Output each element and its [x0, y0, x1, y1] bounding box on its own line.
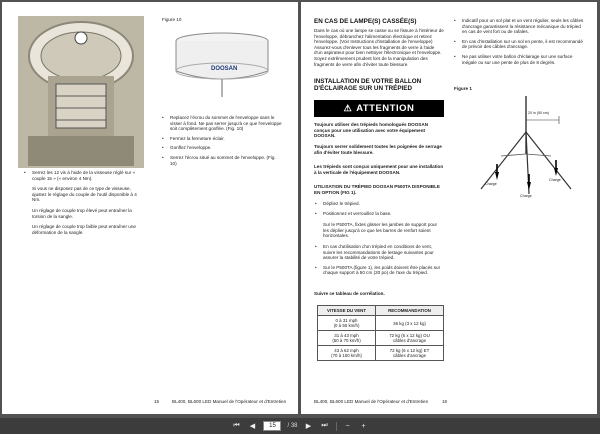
subheading-p500ta: UTILISATION DU TRÉPIED DOOSAN P500TA DISPONIBLE EN OPTION (FIG 1).	[314, 184, 440, 195]
tripod-steps-list	[323, 201, 444, 220]
list-item: • En cas d'utilisation d'un trépied en conditions de vent, suivre les recommandations de lestage suivantes pour assurer la stabilité de votre trépied.	[323, 244, 444, 261]
left-col1-para: Si vous ne disposez pas de ce type de visseuse, ajustez le réglage du couple de l'outil disponible à 4 Nm.	[32, 186, 137, 203]
list-item: • Ne pas utiliser votre ballon d'éclairage sur une surface inégale ou sur une pente de plus de 8 degrés.	[462, 54, 584, 65]
viewer-toolbar	[0, 418, 600, 434]
table-cell: 72 kg (6 x 12 kg) OU câbles d'ancrage	[376, 331, 444, 346]
arrow-left-icon: ◀	[249, 423, 256, 430]
zoom-in-button[interactable]	[359, 421, 369, 431]
figure1-label: Figure 1	[454, 86, 472, 91]
warning-text-1: Toujours utiliser des trépieds homologués DOOSAN conçus pour une utilisation avec votre équipement DOOSAN.	[314, 122, 429, 139]
charge-label: Charge	[520, 194, 532, 198]
envelope-figure	[167, 27, 277, 99]
table-cell: 43 à 62 mph (70 à 100 km/h)	[318, 346, 376, 361]
previous-page-button[interactable]	[247, 421, 257, 431]
list-item: • Replacez l'écrou du sommet de l'enveloppe sans le visser à fond. Ne pas serrer jusqu'à ce que l'enveloppe soit complètement gonflée. (Fig. 10)	[170, 115, 282, 132]
lamp-interior-photo	[18, 16, 144, 168]
left-col1-list	[32, 170, 138, 185]
page-number-input[interactable]: 15	[263, 421, 281, 431]
skip-back-icon: ⏮	[233, 422, 240, 429]
table-row	[318, 331, 444, 346]
list-item: • Positionnez et verrouillez la base.	[323, 211, 444, 217]
figure10-label: Figure 10	[162, 17, 182, 22]
charge-label: Charge	[485, 182, 497, 186]
footer-right: BL400, BL600 LED Manuel de l'Opérateur et d'Entretien	[314, 399, 429, 404]
attention-banner: ⚠ ATTENTION	[314, 100, 444, 117]
doosan-logo: DOOSAN	[211, 66, 238, 72]
zoom-out-button[interactable]	[343, 421, 353, 431]
warning-icon: ⚠	[343, 103, 353, 113]
wind-table-wrapper	[317, 305, 444, 361]
first-page-button[interactable]	[231, 421, 241, 431]
table-row	[318, 316, 444, 331]
table-header: RECOMMANDATION	[376, 306, 444, 316]
dimension-label: 20 in (50 cm)	[528, 111, 549, 115]
list-item: • Gonflez l'enveloppe.	[170, 145, 282, 151]
list-item: • Dépliez le trépied.	[323, 201, 444, 207]
skip-forward-icon: ⏭	[321, 422, 328, 429]
zoom-out-icon: −	[345, 422, 350, 430]
total-pages-label: / 38	[287, 423, 298, 429]
list-item: • Sur le P500TA (figure 1), les poids doivent être placés sur chaque support à 50 cm (20 po) de l'axe du trépied.	[323, 265, 444, 276]
next-page-button[interactable]	[304, 421, 314, 431]
list-item: • En cas d'installation sur un sol en pente, il est recommandé de prévoir des câbles d'ancrage.	[462, 39, 584, 50]
zoom-in-icon: +	[361, 422, 366, 430]
table-cell: 0 à 31 mph (0 à 50 km/h)	[318, 316, 376, 331]
footer-left: BL400, BL600 LED Manuel de l'Opérateur et d'Entretien	[172, 399, 287, 404]
warning-text-2: Toujours serrer solidement toutes les poignées de serrage afin d'éviter toute blessure.	[314, 144, 442, 155]
list-item: • Indicatif pour un sol plat et un vent régulier, seuls les câbles d'ancrage garantissent la résistance mécanique du trépied en cas de vent fort ou de rafales.	[462, 18, 584, 35]
left-col1-para: Un réglage de couple trop élevé peut entraîner la torsion de la sangle.	[32, 208, 132, 219]
charge-label: Charge	[549, 178, 561, 182]
page-right	[301, 2, 597, 414]
table-intro: Suivre ce tableau de corrélation.	[314, 291, 385, 296]
page-number-right: 16	[442, 399, 448, 404]
arrow-right-icon: ▶	[305, 423, 312, 430]
toolbar-divider	[336, 422, 337, 431]
table-cell: 36 kg (3 x 12 kg)	[376, 316, 444, 331]
warning-text-3: Les trépieds sont conçus uniquement pour une installation à la verticale de l'équipement DOOSAN.	[314, 164, 444, 175]
left-col1-para: Un réglage de couple trop faible peut entraîner une déformation de la sangle.	[32, 224, 136, 235]
page-left	[2, 2, 298, 414]
page-number-left: 15	[154, 399, 160, 404]
table-row	[318, 346, 444, 361]
para-lamp-broken: Dans le cas où une lampe se casse ou se fissure à l'intérieur de l'enveloppe, débranchez l'alimentation électrique et retirez l'enveloppe. (Voir Instructions d'installation de l'enveloppe) Assurez-vous d'enlever tous les fragments de verre à l'aide d'un aspirateur pour bien nettoyer l'électronique et l'enveloppe. Soyez extrêmement prudent lors de la manipulation des fragments de verre afin d'éviter toute blessure.	[314, 28, 444, 67]
list-item: • Serrez les 12 vis à l'aide de la visseuse réglé sur « couple 15 » (« environ 4 Nm).	[32, 170, 138, 181]
wind-speed-table	[317, 305, 444, 361]
table-cell: 31 à 43 mph (50 à 70 km/h)	[318, 331, 376, 346]
right-col2-list	[462, 18, 584, 69]
list-item: • Serrez l'écrou situé au sommet de l'enveloppe. (Fig. 10)	[170, 155, 282, 166]
table-cell: 72 kg (6 x 12 kg) ET câbles d'ancrage	[376, 346, 444, 361]
heading-lamp-broken: EN CAS DE LAMPE(S) CASSÉE(S)	[314, 18, 417, 25]
tripod-steps-list-2	[323, 244, 444, 280]
list-item: • Fermez la fermeture éclair.	[170, 136, 282, 142]
step-sub-text: Sur le P500TA, fixtes glisser les jambes de support pour les déplier jusqu'à ce que les barres de renfort soient horizontales.	[323, 222, 438, 239]
tripod-figure	[471, 94, 581, 204]
heading-tripod: INSTALLATION DE VOTRE BALLON D'ÉCLAIRAGE SUR UN TRÉPIED	[314, 78, 422, 92]
last-page-button[interactable]	[320, 421, 330, 431]
table-header: VITESSE DU VENT	[318, 306, 376, 316]
left-col2-list	[170, 115, 282, 170]
